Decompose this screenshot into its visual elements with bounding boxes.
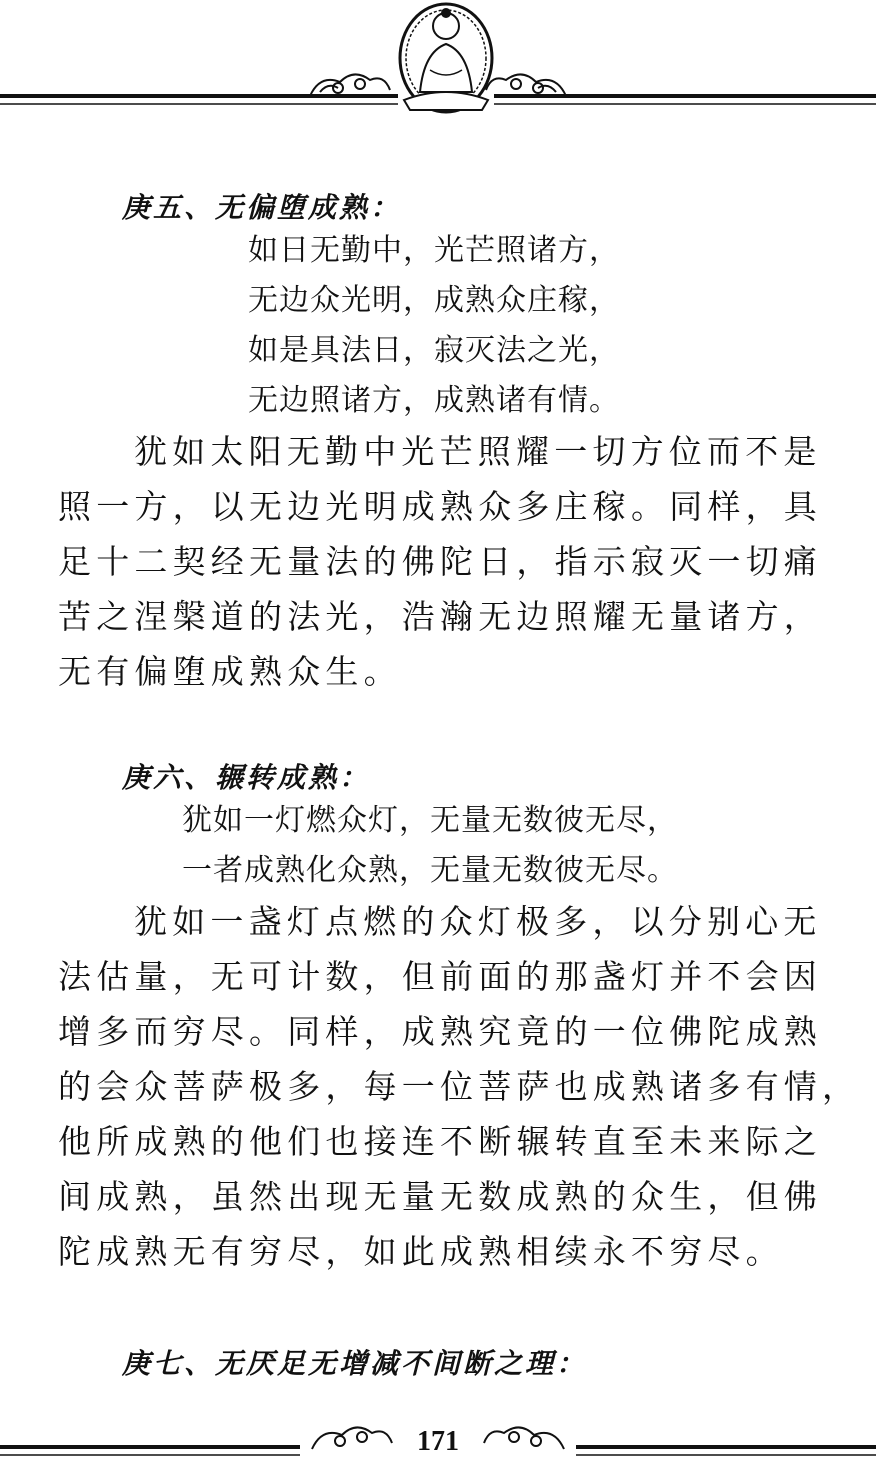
verse-line: 犹如一灯燃众灯，无量无数彼无尽，: [182, 803, 678, 838]
verse-line: 如是具法日，寂灭法之光，: [248, 333, 620, 368]
paragraph-line: 法估量，无可计数，但前面的那盏灯并不会因: [58, 957, 822, 996]
paragraph-line: 苦之涅槃道的法光，浩瀚无边照耀无量诸方，: [58, 597, 822, 636]
paragraph-line: 的会众菩萨极多，每一位菩萨也成熟诸多有情，: [58, 1067, 861, 1106]
cloud-scroll-icon: [310, 74, 390, 96]
header-ornament: [0, 0, 876, 120]
section-heading: 庚七、无厌足无增减不间断之理：: [122, 1347, 588, 1380]
paragraph-line: 陀成熟无有穷尽，如此成熟相续永不穷尽。: [58, 1232, 784, 1271]
paragraph-line: 他所成熟的他们也接连不断辗转直至未来际之: [58, 1122, 822, 1161]
buddha-icon: [400, 4, 492, 112]
verse-line: 无边照诸方，成熟诸有情。: [248, 383, 620, 418]
paragraph-line: 犹如太阳无勤中光芒照耀一切方位而不是: [134, 432, 822, 471]
verse-line: 一者成熟化众熟，无量无数彼无尽。: [182, 853, 678, 888]
cloud-scroll-icon: [486, 74, 566, 96]
commentary-paragraph: [58, 894, 861, 1279]
paragraph-line: 照一方，以无边光明成熟众多庄稼。同样，具: [58, 487, 822, 526]
section-heading: 庚六、辗转成熟：: [122, 761, 371, 794]
paragraph-line: 增多而穷尽。同样，成熟究竟的一位佛陀成熟: [58, 1012, 822, 1051]
page-number: 171: [417, 1426, 459, 1457]
paragraph-line: 足十二契经无量法的佛陀日，指示寂灭一切痛: [58, 542, 822, 581]
paragraph-line: 间成熟，虽然出现无量无数成熟的众生，但佛: [58, 1177, 822, 1216]
commentary-paragraph: [58, 424, 844, 699]
paragraph-line: 无有偏堕成熟众生。: [58, 652, 402, 691]
verse-line: 如日无勤中，光芒照诸方，: [248, 233, 620, 268]
verse-line: 无边众光明，成熟众庄稼，: [248, 283, 620, 318]
section-heading: 庚五、无偏堕成熟：: [122, 191, 402, 224]
paragraph-line: 犹如一盏灯点燃的众灯极多，以分别心无: [134, 902, 822, 941]
